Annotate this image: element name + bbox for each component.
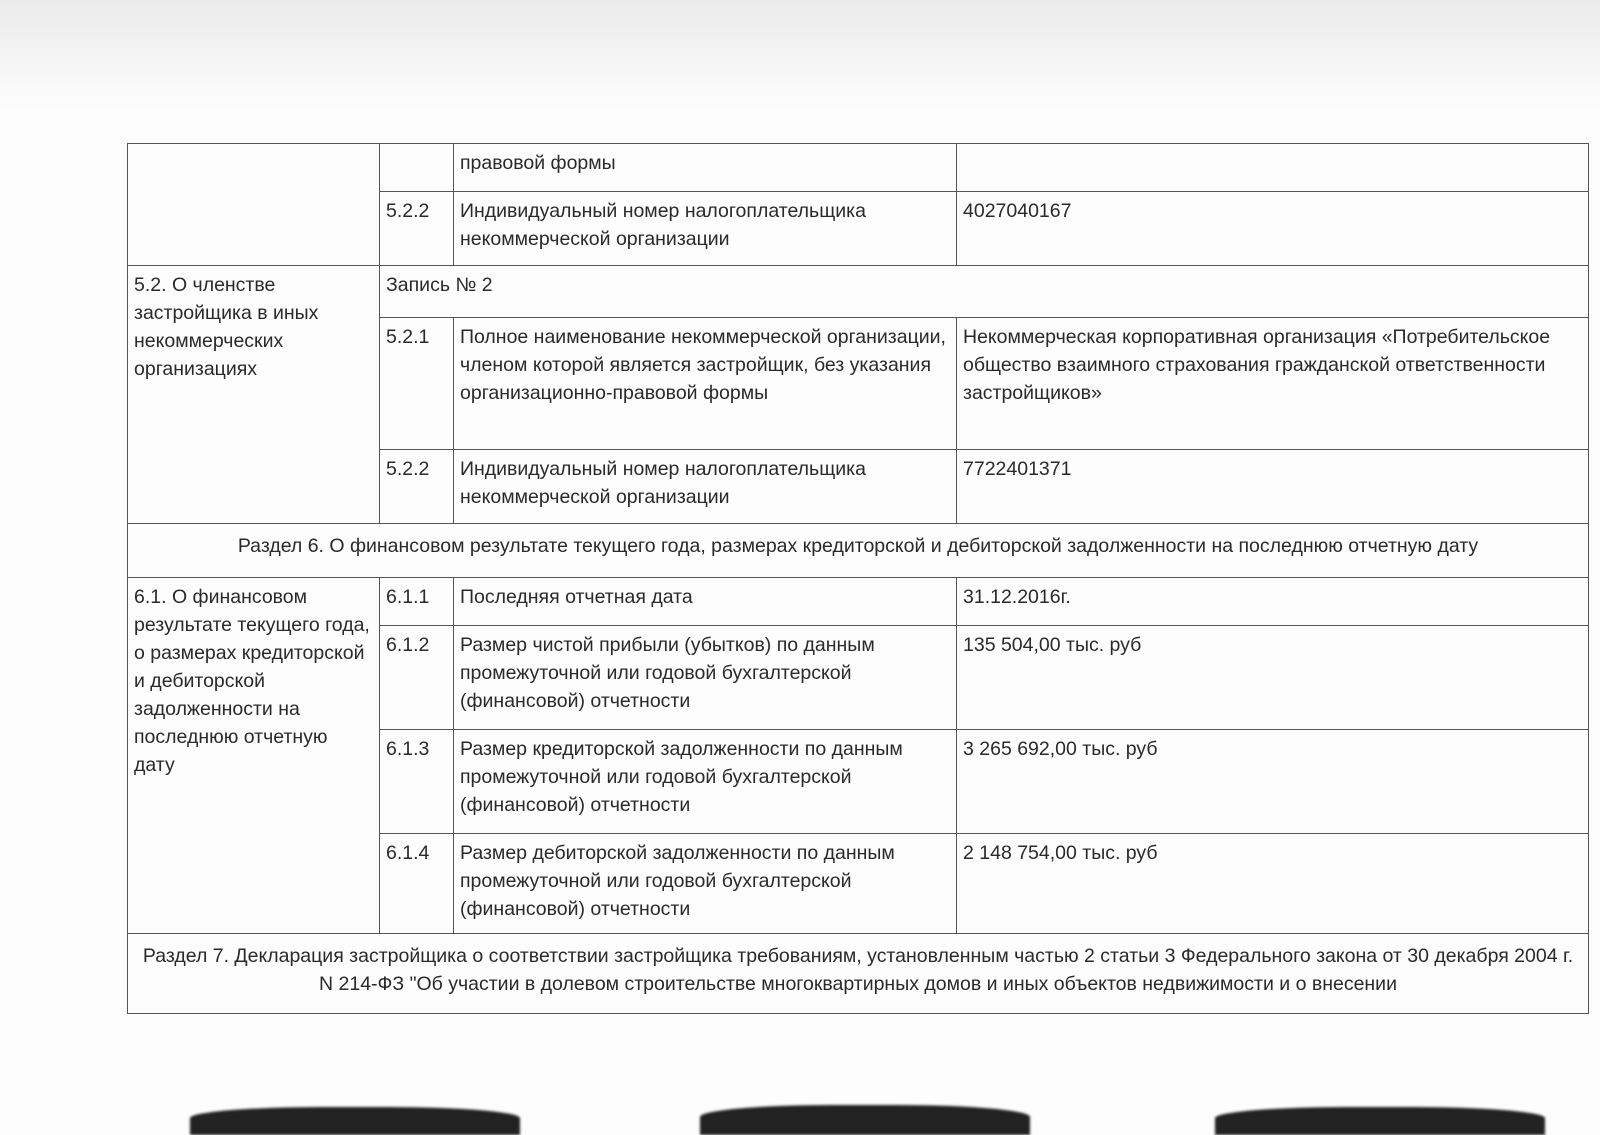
- row-value: 3 265 692,00 тыс. руб: [957, 730, 1589, 834]
- row-label: Размер кредиторской задолженности по данным промежуточной или годовой бухгалтерской (финансовой) отчетности: [454, 730, 957, 834]
- row-number: 6.1.3: [380, 730, 454, 834]
- scan-blob: [1215, 1107, 1545, 1135]
- scan-blob: [190, 1107, 520, 1135]
- row-value: 4027040167: [957, 192, 1589, 266]
- row-number: 5.2.1: [380, 318, 454, 450]
- row-label: Индивидуальный номер налогоплательщика некоммерческой организации: [454, 450, 957, 524]
- table-row: [128, 266, 1589, 318]
- row-label: Индивидуальный номер налогоплательщика некоммерческой организации: [454, 192, 957, 266]
- scan-shadow: [0, 0, 1600, 110]
- group-title-5-2: 5.2. О членстве застройщика в иных некоммерческих организациях: [128, 266, 380, 524]
- row-label: правовой формы: [454, 144, 957, 192]
- row-number: 6.1.2: [380, 626, 454, 730]
- empty-group-cell: [128, 144, 380, 266]
- row-label: Последняя отчетная дата: [454, 578, 957, 626]
- table-row: [128, 934, 1589, 1014]
- row-number: 6.1.1: [380, 578, 454, 626]
- table-row: [128, 578, 1589, 626]
- table-row: [128, 144, 1589, 192]
- row-value: 2 148 754,00 тыс. руб: [957, 834, 1589, 934]
- section-6-title: Раздел 6. О финансовом результате текущего года, размерах кредиторской и дебиторской задолженности на последнюю отчетную дату: [128, 524, 1589, 578]
- row-value: 31.12.2016г.: [957, 578, 1589, 626]
- group-title-6-1: 6.1. О финансовом результате текущего года, о размерах кредиторской и дебиторской задолженности на последнюю отчетную дату: [128, 578, 380, 934]
- row-value: 135 504,00 тыс. руб: [957, 626, 1589, 730]
- table-row: [128, 524, 1589, 578]
- row-number: 5.2.2: [380, 192, 454, 266]
- row-label: Размер дебиторской задолженности по данным промежуточной или годовой бухгалтерской (финансовой) отчетности: [454, 834, 957, 934]
- row-value: 7722401371: [957, 450, 1589, 524]
- row-number: 5.2.2: [380, 450, 454, 524]
- scan-edge-shadows: [0, 1085, 1600, 1135]
- empty-number-cell: [380, 144, 454, 192]
- row-value: Некоммерческая корпоративная организация «Потребительское общество взаимного страхования гражданской ответственности застройщиков»: [957, 318, 1589, 450]
- declaration-table: [127, 143, 1589, 1014]
- record-header: Запись № 2: [380, 266, 1589, 318]
- scan-blob: [700, 1105, 1030, 1135]
- row-label: Полное наименование некоммерческой организации, членом которой является застройщик, без указания организационно-правовой формы: [454, 318, 957, 450]
- row-number: 6.1.4: [380, 834, 454, 934]
- row-label: Размер чистой прибыли (убытков) по данным промежуточной или годовой бухгалтерской (финансовой) отчетности: [454, 626, 957, 730]
- section-7-title: Раздел 7. Декларация застройщика о соответствии застройщика требованиям, установленным частью 2 статьи 3 Федерального закона от 30 декабря 2004 г. N 214-ФЗ "Об участии в долевом строительстве многоквартирных домов и иных объектов недвижимости и о внесении: [128, 934, 1589, 1014]
- empty-value-cell: [957, 144, 1589, 192]
